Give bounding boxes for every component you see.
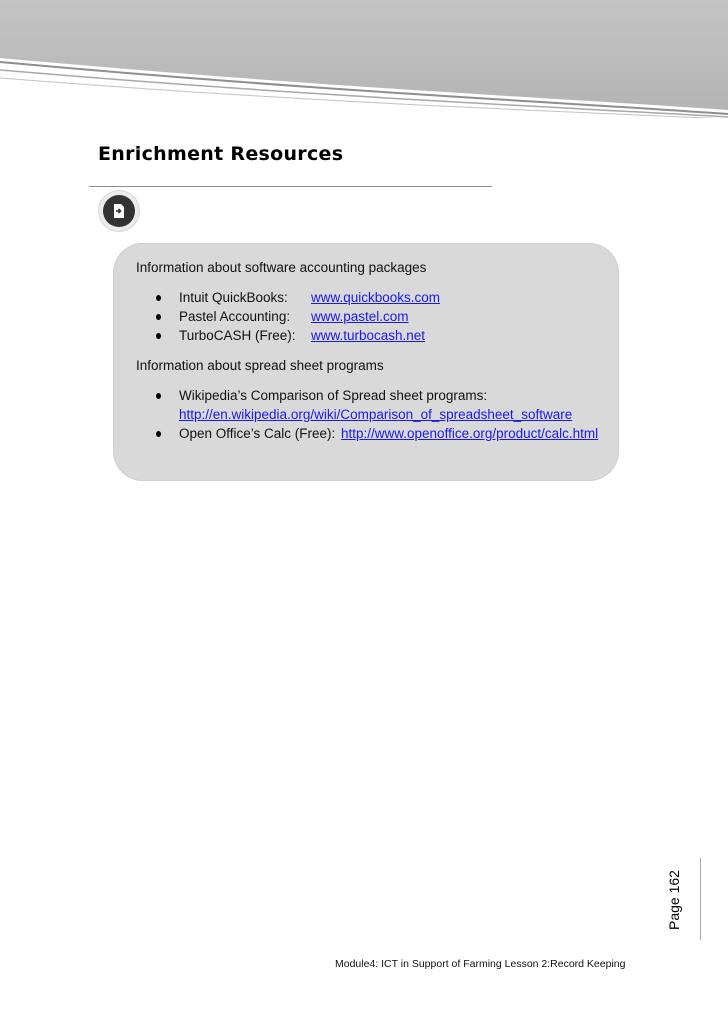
- wikipedia-label: Wikipedia’s Comparison of Spread sheet programs:: [179, 388, 488, 403]
- turbocash-link[interactable]: www.turbocash.net: [311, 328, 426, 343]
- wikipedia-link[interactable]: http://en.wikipedia.org/wiki/Comparison_of_spreadsheet_software: [179, 407, 573, 422]
- bullet-icon: [156, 431, 161, 437]
- page-footer: Module4: ICT in Support of Farming Lesson 2:Record Keeping: [335, 958, 626, 970]
- turbocash-label: TurboCASH (Free):: [179, 328, 296, 343]
- page-number: Page 162: [666, 870, 682, 930]
- bullet-icon: [156, 314, 161, 320]
- header-banner-graphic: [0, 0, 728, 118]
- bullet-icon: [156, 295, 161, 301]
- quickbooks-label: Intuit QuickBooks:: [179, 290, 288, 305]
- accounting-heading: Information about software accounting packages: [136, 260, 427, 275]
- bullet-icon: [156, 333, 161, 339]
- bullet-icon: [156, 393, 161, 399]
- openoffice-link[interactable]: http://www.openoffice.org/product/calc.html: [341, 426, 599, 441]
- page-title: Enrichment Resources: [98, 143, 344, 165]
- pastel-label: Pastel Accounting:: [179, 309, 291, 324]
- pastel-link[interactable]: www.pastel.com: [311, 309, 409, 324]
- openoffice-label: Open Office’s Calc (Free):: [179, 426, 336, 441]
- document-arrow-glyph: [110, 202, 128, 220]
- page-number-divider: [700, 858, 701, 940]
- spreadsheet-heading: Information about spread sheet programs: [136, 358, 384, 373]
- document-arrow-icon: [99, 191, 139, 231]
- title-divider: [89, 186, 492, 187]
- header-banner: [0, 0, 728, 118]
- quickbooks-link[interactable]: www.quickbooks.com: [311, 290, 441, 305]
